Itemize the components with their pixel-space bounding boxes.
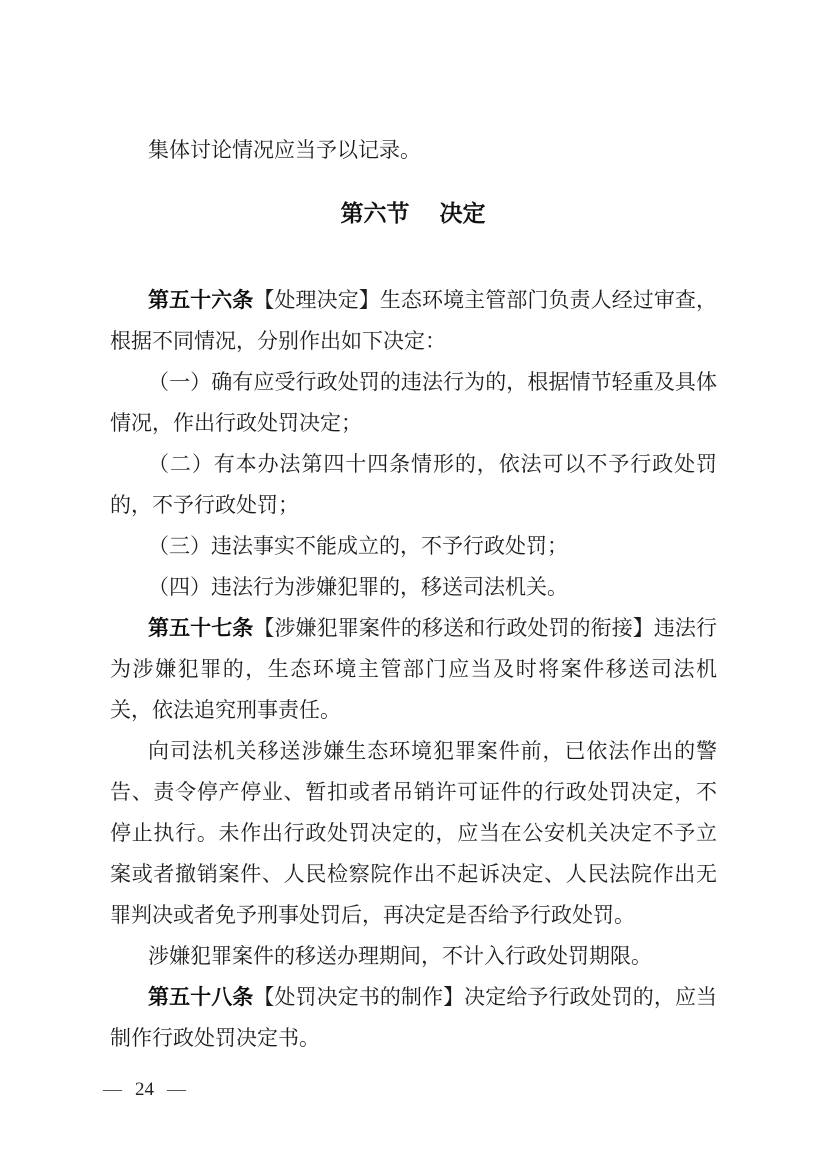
article-58-paragraph [110, 977, 717, 1059]
article-56-item-4 [110, 567, 717, 608]
article-56-item-1 [110, 362, 717, 444]
article-57-number: 第五十七条 [148, 616, 254, 640]
article-57-paragraph-2-text: 向司法机关移送涉嫌生态环境犯罪案件前，已依法作出的警告、责令停产停业、暂扣或者吊销许可证件的行政处罚决定，不停止执行。未作出行政处罚决定的，应当在公安机关决定不予立案或者撤销案件、人民检察院作出不起诉决定、人民法院作出无罪判决或者免予刑事处罚后，再决定是否给予行政处罚。 [110, 739, 717, 927]
article-57-text: 违法行为涉嫌犯罪的，生态环境主管部门应当及时将案件移送司法机关，依法追究刑事责任。 [110, 616, 718, 722]
article-56-text: 生态环境主管部门负责人经过审查，根据不同情况，分别作出如下决定： [110, 288, 718, 353]
page-number-dash-left: — [103, 1079, 122, 1100]
article-56-item-3-text: （三）违法事实不能成立的，不予行政处罚； [148, 534, 568, 558]
article-57-paragraph [110, 608, 717, 731]
document-body [110, 280, 717, 1059]
article-56-item-2 [110, 444, 717, 526]
article-56-number: 第五十六条 [148, 288, 254, 312]
leading-paragraph: 集体讨论情况应当予以记录。 [148, 138, 421, 162]
article-56-item-1-text: （一）确有应受行政处罚的违法行为的，根据情节轻重及具体情况，作出行政处罚决定； [110, 370, 717, 435]
article-57-paragraph-3 [110, 936, 717, 977]
section-heading-title: 决定 [439, 201, 486, 226]
article-58-number: 第五十八条 [148, 985, 254, 1009]
article-56-title: 【处理决定】 [253, 288, 380, 312]
article-58-title: 【处罚决定书的制作】 [253, 985, 465, 1009]
section-heading-label: 第六节 [340, 201, 410, 226]
article-57-paragraph-3-text: 涉嫌犯罪案件的移送办理期间，不计入行政处罚期限。 [148, 944, 652, 968]
article-56-item-3 [110, 526, 717, 567]
article-57-paragraph-2 [110, 731, 717, 936]
page-number [103, 1078, 186, 1102]
section-heading [0, 193, 826, 234]
page-number-dash-right: — [167, 1079, 186, 1100]
article-57-title: 【涉嫌犯罪案件的移送和行政处罚的衔接】 [253, 616, 654, 640]
article-56-paragraph [110, 280, 717, 362]
article-58-text: 决定给予行政处罚的，应当制作行政处罚决定书。 [110, 985, 718, 1050]
article-56-item-4-text: （四）违法行为涉嫌犯罪的，移送司法机关。 [148, 575, 568, 599]
page-number-value: 24 [135, 1079, 154, 1100]
article-56-item-2-text: （二）有本办法第四十四条情形的，依法可以不予行政处罚的，不予行政处罚； [110, 452, 717, 517]
